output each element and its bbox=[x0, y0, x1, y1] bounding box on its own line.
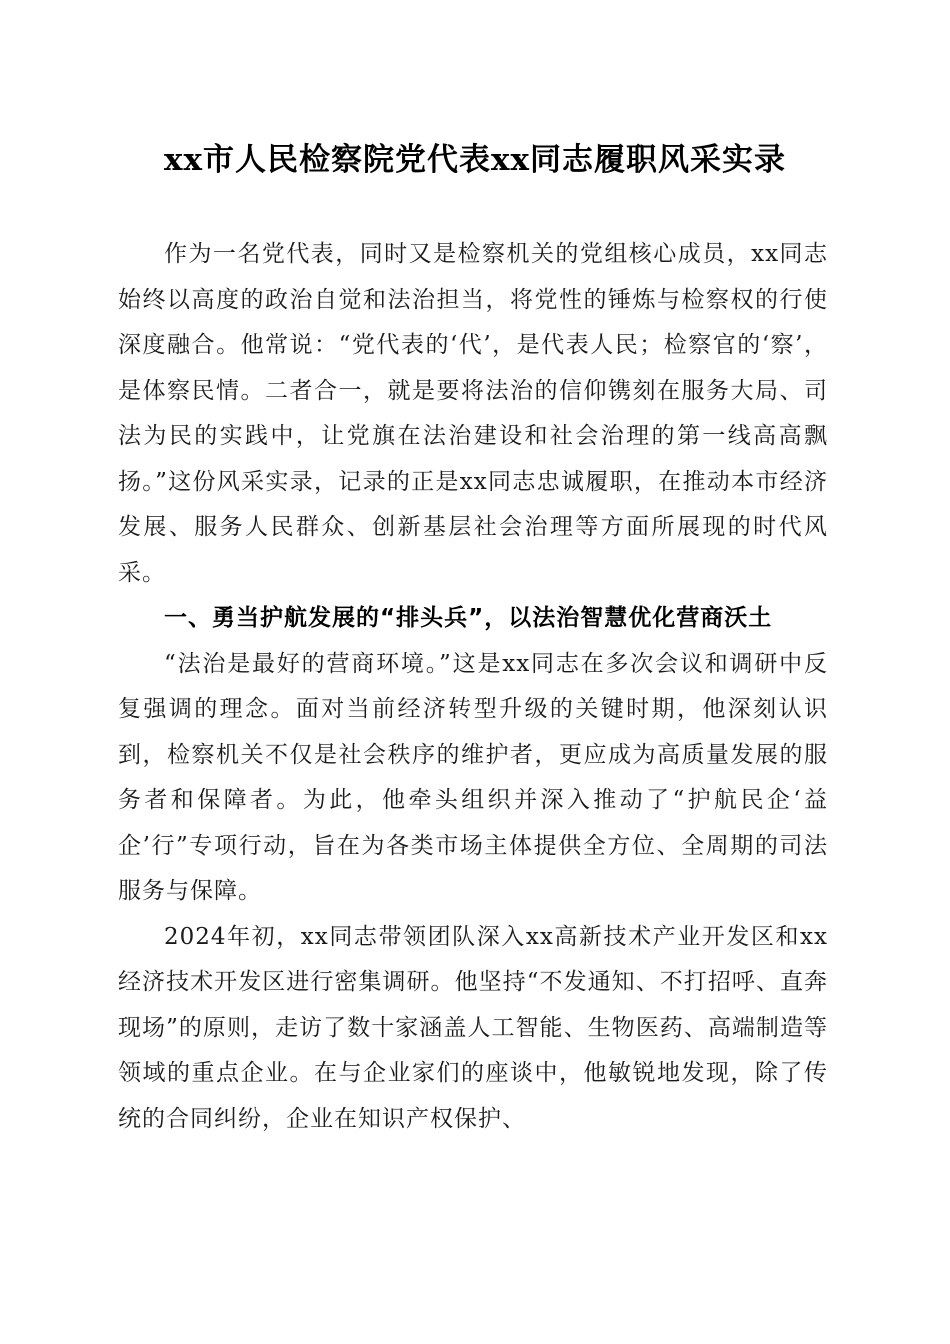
section-heading: 一、勇当护航发展的“排头兵”，以法治智慧优化营商沃土 bbox=[164, 605, 773, 631]
intro-paragraph: 作为一名党代表，同时又是检察机关的党组核心成员，xx同志始终以高度的政治自觉和法治担当，将党性的锤炼与检察权的行使深度融合。他常说：“党代表的‘代’，是代表人民；检察官的‘察’，是体察民情。二者合一，就是要将法治的信仰镌刻在服务大局、司法为民的实践中，让党旗在法治建设和社会治理的第一线高高飘扬。”这份风采实录，记录的正是xx同志忠诚履职，在推动本市经济发展、服务人民群众、创新基层社会治理等方面所展现的时代风采。 bbox=[118, 241, 828, 586]
body-paragraph: “法治是最好的营商环境。”这是xx同志在多次会议和调研中反复强调的理念。面对当前经济转型升级的关键时期，他深刻认识到，检察机关不仅是社会秩序的维护者，更应成为高质量发展的服务者和保障者。为此，他牵头组织并深入推动了“护航民企‘益企’行”专项行动，旨在为各类市场主体提供全方位、全周期的司法服务与保障。 bbox=[118, 650, 828, 904]
document-title: xx市人民检察院党代表xx同志履职风采实录 bbox=[164, 142, 786, 178]
body-paragraph: 2024年初，xx同志带领团队深入xx高新技术产业开发区和xx经济技术开发区进行密集调研。他坚持“不发通知、不打招呼、直奔现场”的原则，走访了数十家涵盖人工智能、生物医药、高端制造等领域的重点企业。在与企业家们的座谈中，他敏锐地发现，除了传统的合同纠纷，企业在知识产权保护、 bbox=[118, 923, 828, 1132]
document-body bbox=[118, 232, 828, 1142]
